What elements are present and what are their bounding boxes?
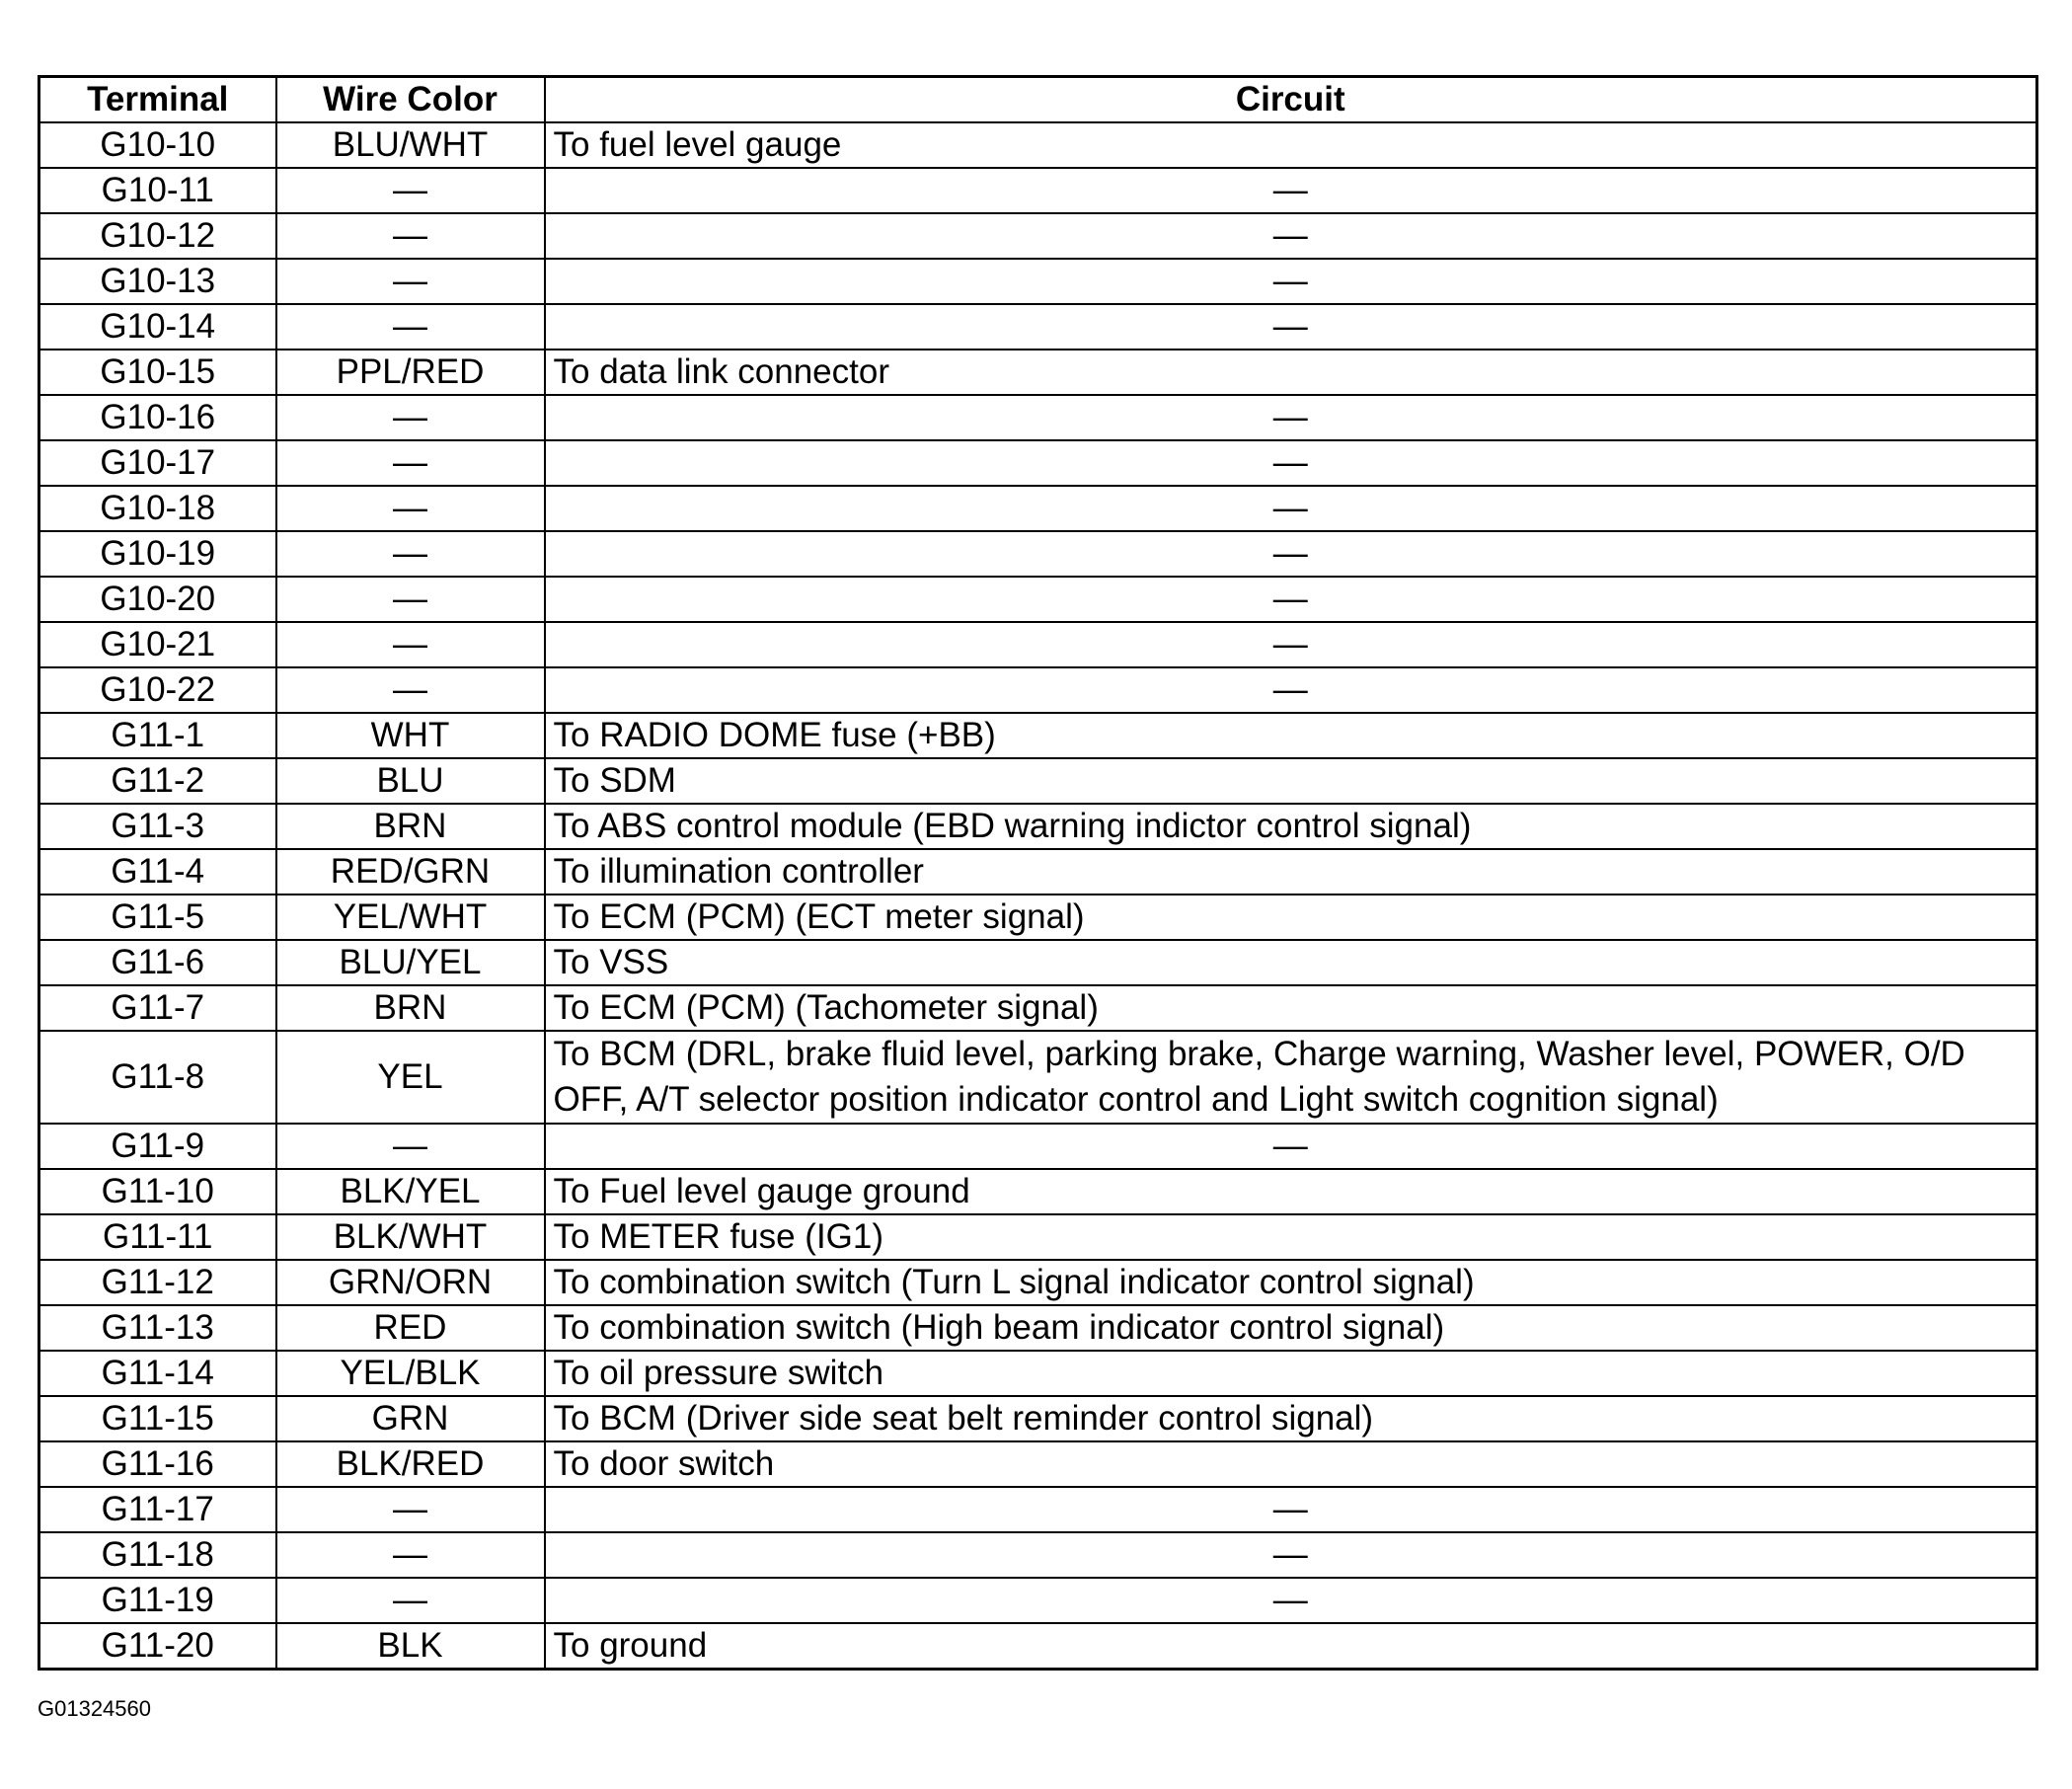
terminal-cell: G10-22 [39,667,276,713]
wire-color-cell: — [276,395,545,440]
table-row [39,1169,2037,1214]
circuit-cell: To data link connector [545,350,2037,395]
table-row [39,122,2037,168]
table-row [39,1214,2037,1260]
table-row [39,577,2037,622]
circuit-cell: To SDM [545,758,2037,804]
wire-color-cell: — [276,168,545,213]
circuit-cell: — [545,168,2037,213]
table-row [39,259,2037,304]
table-row [39,350,2037,395]
wire-color-cell: BLK/WHT [276,1214,545,1260]
terminal-cell: G11-7 [39,985,276,1031]
circuit-cell: To BCM (DRL, brake fluid level, parking brake, Charge warning, Washer level, POWER, O/D OFF, A/T selector position indicator control and Light switch cognition signal) [545,1031,2037,1124]
terminal-cell: G10-13 [39,259,276,304]
terminal-cell: G11-10 [39,1169,276,1214]
circuit-cell: To oil pressure switch [545,1351,2037,1396]
terminal-cell: G11-8 [39,1031,276,1124]
terminal-cell: G11-5 [39,894,276,940]
circuit-cell: — [545,577,2037,622]
circuit-cell: — [545,1124,2037,1169]
wire-color-cell: RED [276,1305,545,1351]
table-header-row [39,77,2037,123]
terminal-cell: G10-18 [39,486,276,531]
wire-color-cell: — [276,622,545,667]
wire-color-cell: YEL/BLK [276,1351,545,1396]
table-row [39,304,2037,350]
table-row [39,1396,2037,1441]
wire-color-cell: — [276,259,545,304]
circuit-cell: — [545,667,2037,713]
wire-color-cell: — [276,667,545,713]
circuit-cell: — [545,395,2037,440]
circuit-cell: To METER fuse (IG1) [545,1214,2037,1260]
terminal-cell: G10-19 [39,531,276,577]
circuit-cell: To BCM (Driver side seat belt reminder control signal) [545,1396,2037,1441]
terminal-cell: G11-11 [39,1214,276,1260]
circuit-cell: — [545,1532,2037,1578]
table-row [39,804,2037,849]
terminal-cell: G11-17 [39,1487,276,1532]
circuit-cell: To VSS [545,940,2037,985]
terminal-column-header: Terminal [39,77,276,123]
terminal-cell: G10-20 [39,577,276,622]
circuit-cell: To RADIO DOME fuse (+BB) [545,713,2037,758]
table-row [39,168,2037,213]
terminal-cell: G11-3 [39,804,276,849]
circuit-cell: — [545,1578,2037,1623]
wire-color-cell: WHT [276,713,545,758]
table-row [39,849,2037,894]
terminal-cell: G10-15 [39,350,276,395]
connector-pinout-document [38,75,2035,1671]
table-row [39,713,2037,758]
wire-color-column-header: Wire Color [276,77,545,123]
table-row [39,622,2037,667]
circuit-cell: To illumination controller [545,849,2037,894]
circuit-cell: — [545,1487,2037,1532]
table-row [39,1124,2037,1169]
table-row [39,1441,2037,1487]
table-row [39,486,2037,531]
figure-id-label: G01324560 [38,1696,151,1721]
wire-color-cell: PPL/RED [276,350,545,395]
circuit-cell: To ABS control module (EBD warning indictor control signal) [545,804,2037,849]
terminal-cell: G10-10 [39,122,276,168]
wire-color-cell: GRN [276,1396,545,1441]
table-row [39,1487,2037,1532]
wire-color-cell: BLU/YEL [276,940,545,985]
wire-color-cell: — [276,486,545,531]
terminal-cell: G10-16 [39,395,276,440]
terminal-cell: G11-19 [39,1578,276,1623]
wire-color-cell: YEL [276,1031,545,1124]
wire-color-cell: GRN/ORN [276,1260,545,1305]
wire-color-cell: BRN [276,804,545,849]
circuit-cell: — [545,531,2037,577]
circuit-cell: To ground [545,1623,2037,1670]
table-row [39,1031,2037,1124]
table-body [39,122,2037,1670]
table-row [39,395,2037,440]
terminal-cell: G10-17 [39,440,276,486]
wire-color-cell: — [276,1124,545,1169]
terminal-cell: G11-6 [39,940,276,985]
wire-color-cell: BLK/RED [276,1441,545,1487]
wire-color-cell: RED/GRN [276,849,545,894]
terminal-cell: G11-9 [39,1124,276,1169]
wire-color-cell: BLK/YEL [276,1169,545,1214]
wire-color-cell: — [276,1578,545,1623]
table-row [39,758,2037,804]
table-row [39,1578,2037,1623]
circuit-cell: — [545,622,2037,667]
wire-color-cell: — [276,304,545,350]
terminal-cell: G11-2 [39,758,276,804]
wire-color-cell: — [276,440,545,486]
wire-color-cell: BLK [276,1623,545,1670]
terminal-cell: G11-20 [39,1623,276,1670]
wire-color-cell: — [276,213,545,259]
table-row [39,667,2037,713]
table-row [39,1305,2037,1351]
wire-color-cell: BLU [276,758,545,804]
table-row [39,213,2037,259]
circuit-cell: To door switch [545,1441,2037,1487]
terminal-cell: G10-21 [39,622,276,667]
wire-color-cell: — [276,1532,545,1578]
terminal-cell: G11-15 [39,1396,276,1441]
table-row [39,985,2037,1031]
table-row [39,1351,2037,1396]
table-row [39,894,2037,940]
circuit-column-header: Circuit [545,77,2037,123]
terminal-cell: G11-4 [39,849,276,894]
terminal-cell: G11-1 [39,713,276,758]
wire-color-cell: — [276,577,545,622]
wire-color-cell: — [276,1487,545,1532]
circuit-cell: To ECM (PCM) (Tachometer signal) [545,985,2037,1031]
circuit-cell: To combination switch (High beam indicator control signal) [545,1305,2037,1351]
wire-color-cell: YEL/WHT [276,894,545,940]
terminal-cell: G10-12 [39,213,276,259]
table-row [39,1623,2037,1670]
table-row [39,440,2037,486]
wire-color-cell: BRN [276,985,545,1031]
table-row [39,1260,2037,1305]
terminal-cell: G11-13 [39,1305,276,1351]
circuit-cell: To combination switch (Turn L signal indicator control signal) [545,1260,2037,1305]
circuit-cell: — [545,259,2037,304]
circuit-cell: To fuel level gauge [545,122,2037,168]
circuit-cell: — [545,440,2037,486]
terminal-cell: G11-18 [39,1532,276,1578]
table-row [39,1532,2037,1578]
circuit-cell: — [545,304,2037,350]
circuit-cell: To ECM (PCM) (ECT meter signal) [545,894,2037,940]
circuit-cell: — [545,213,2037,259]
terminal-wire-circuit-table [38,75,2038,1671]
circuit-cell: To Fuel level gauge ground [545,1169,2037,1214]
table-row [39,940,2037,985]
terminal-cell: G10-14 [39,304,276,350]
terminal-cell: G10-11 [39,168,276,213]
table-row [39,531,2037,577]
terminal-cell: G11-16 [39,1441,276,1487]
terminal-cell: G11-14 [39,1351,276,1396]
wire-color-cell: BLU/WHT [276,122,545,168]
circuit-cell: — [545,486,2037,531]
terminal-cell: G11-12 [39,1260,276,1305]
wire-color-cell: — [276,531,545,577]
